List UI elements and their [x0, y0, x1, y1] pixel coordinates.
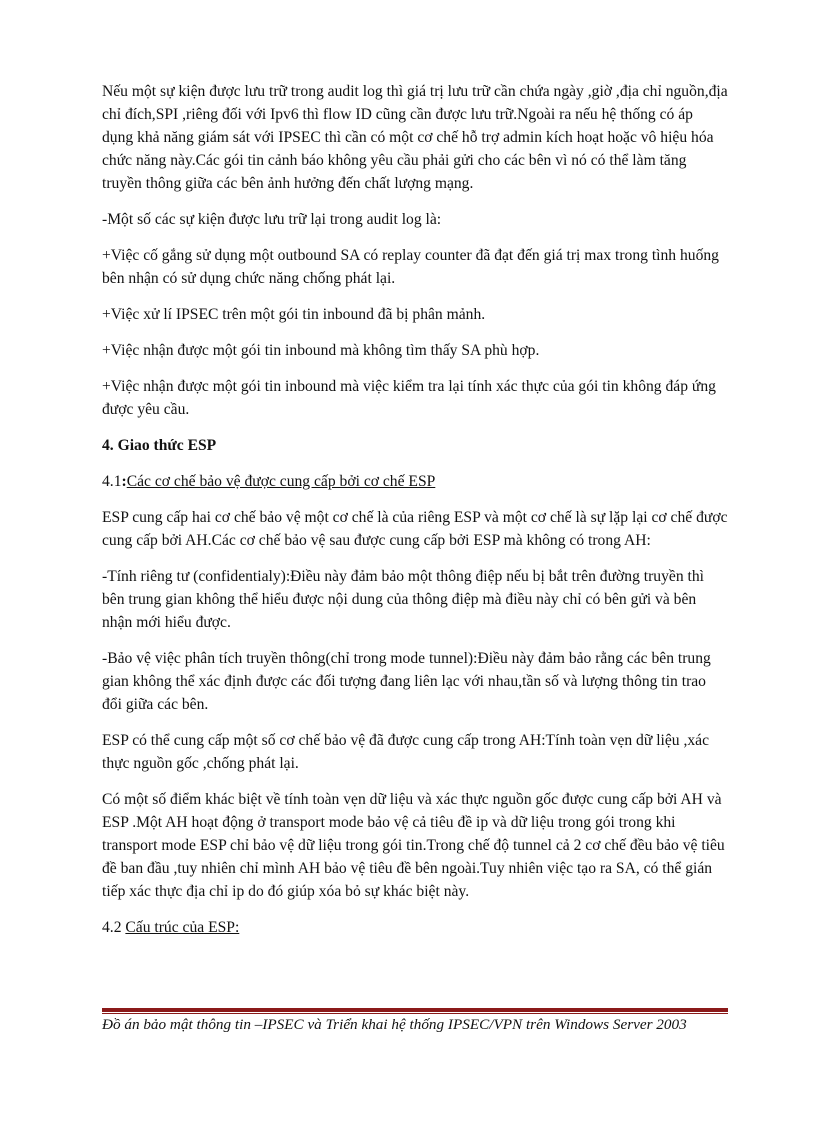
paragraph-audit-log-values: Nếu một sự kiện được lưu trữ trong audit log thì giá trị lưu trữ cần chứa ngày ,giờ ,địa chỉ nguồn,địa chỉ đích,SPI ,riêng đối với Ipv6 thì flow ID cũng cần được lưu trữ.Ngoài ra nếu hệ thống có áp dụng khả năng giám sát với IPSEC thì cần có một cơ chế hỗ trợ admin kích hoạt hoặc vô hiệu hóa chức năng này.Các gói tin cảnh báo không yêu cầu phải gửi cho các bên vì nó có thể làm tăng truyền thông giữa các bên ảnh hưởng đến chất lượng mạng. [102, 83, 728, 192]
paragraph-event-replay-counter: +Việc cố gắng sử dụng một outbound SA có replay counter đã đạt đến giá trị max trong tình huống bên nhận có sử dụng chức năng chống phát lại. [102, 247, 719, 287]
subsection-title: Cấu trúc của ESP: [125, 919, 240, 936]
subsection-title: Các cơ chế bảo vệ được cung cấp bởi cơ chế ESP [126, 473, 436, 490]
paragraph-audit-events-intro: -Một số các sự kiện được lưu trữ lại trong audit log là: [102, 211, 442, 228]
paragraph-event-fragmented: +Việc xử lí IPSEC trên một gói tin inbound đã bị phân mảnh. [102, 306, 486, 323]
subsection-colon: : [121, 473, 127, 490]
paragraph-event-no-sa: +Việc nhận được một gói tin inbound mà không tìm thấy SA phù hợp. [102, 342, 540, 359]
page-footer: Đồ án bảo mật thông tin –IPSEC và Triển khai hệ thống IPSEC/VPN trên Windows Server 2003 [102, 1016, 687, 1033]
footer-rule [102, 1008, 728, 1014]
paragraph-ah-esp-differences: Có một số điểm khác biệt về tính toàn vẹn dữ liệu và xác thực nguồn gốc được cung cấp bởi AH và ESP .Một AH hoạt động ở transport mode bảo vệ cả tiêu đề ip và dữ liệu trong gói trong khi transport mode ESP chỉ bảo vệ dữ liệu trong gói tin.Trong chế độ tunnel cả 2 cơ chế đều bảo vệ tiêu đề ban đầu ,tuy nhiên chỉ mình AH bảo vệ tiêu đề bên ngoài.Tuy nhiên việc tạo ra SA, có thể gián tiếp xác thực địa chỉ ip do đó giúp xóa bỏ sự khác biệt này. [102, 791, 725, 900]
paragraph-esp-mechanisms: ESP cung cấp hai cơ chế bảo vệ một cơ chế là của riêng ESP và một cơ chế là sự lặp lại cơ chế được cung cấp bởi AH.Các cơ chế bảo vệ sau được cung cấp bởi ESP mà không có trong AH: [102, 509, 728, 549]
page-body [102, 80, 728, 952]
section-heading-esp: 4. Giao thức ESP [102, 437, 217, 454]
paragraph-confidentiality: -Tính riêng tư (confidentialy):Điều này đảm bảo một thông điệp nếu bị bắt trên đường truyền thì bên trung gian không thể hiểu được nội dung của thông điệp mà điều này chỉ có bên gửi và bên nhận mới hiểu được. [102, 568, 704, 631]
subsection-number: 4.1 [102, 473, 122, 490]
paragraph-event-auth-fail: +Việc nhận được một gói tin inbound mà việc kiểm tra lại tính xác thực của gói tin không đáp ứng được yêu cầu. [102, 378, 716, 418]
subsection-heading-4-2 [102, 916, 728, 939]
paragraph-traffic-analysis: -Bảo vệ việc phân tích truyền thông(chỉ trong mode tunnel):Điều này đảm bảo rằng các bên trung gian không thể xác định được các đối tượng đang liên lạc với nhau,tần số và lượng thông tin trao đổi giữa các bên. [102, 650, 711, 713]
subsection-heading-4-1 [102, 470, 728, 493]
paragraph-shared-mechanisms: ESP có thể cung cấp một số cơ chế bảo vệ đã được cung cấp trong AH:Tính toàn vẹn dữ liệu ,xác thực nguồn gốc ,chống phát lại. [102, 732, 710, 772]
subsection-number: 4.2 [102, 919, 126, 936]
